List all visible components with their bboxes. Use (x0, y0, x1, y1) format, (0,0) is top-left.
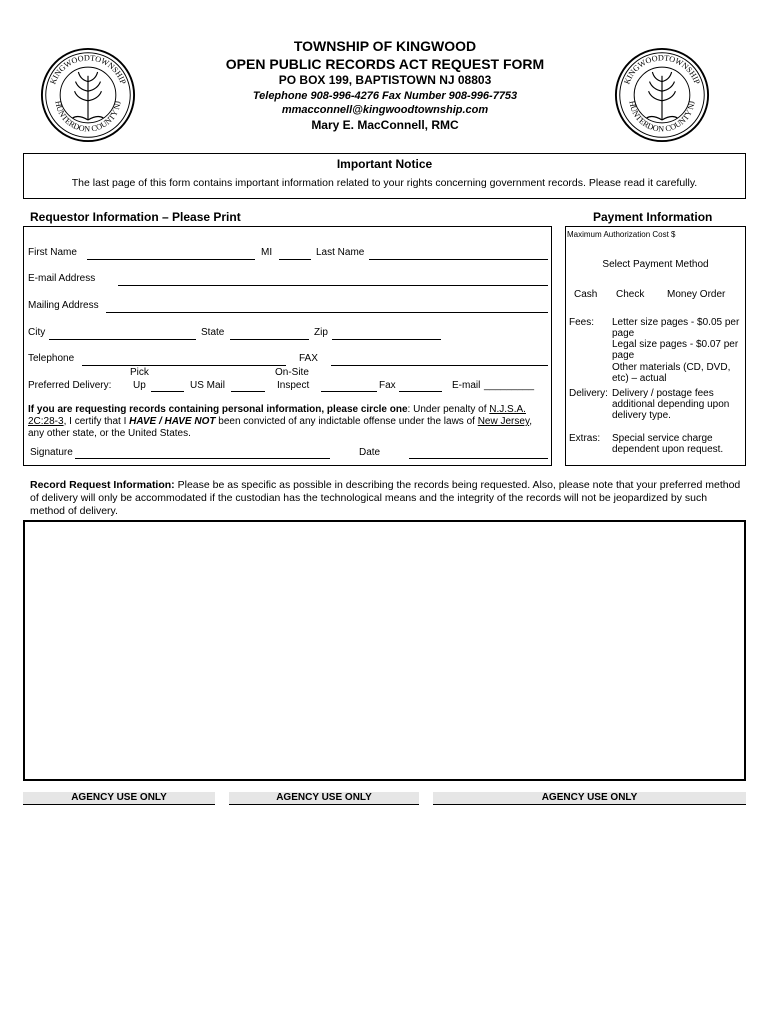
check-option[interactable]: Check (616, 289, 645, 300)
have-option[interactable]: HAVE (129, 416, 157, 427)
date-field[interactable] (409, 458, 548, 459)
township-seal-right-icon (614, 47, 710, 143)
certification-text: If you are requesting records containing personal information, please circle one: Under penalty of N.J.S.A. 2C:28-3, I certify that I HAVE / HAVE NOT been convicted of any indictable offense under the laws of New Jersey, any other state, or the United States. (28, 404, 532, 439)
pickup-field[interactable] (151, 391, 184, 392)
svg-text:KINGWOODTOWNSHIP: KINGWOODTOWNSHIP (622, 53, 702, 86)
header-email: mmacconnell@kingwoodtownship.com (281, 104, 489, 116)
fee-legal: Legal size pages - $0.07 per page (612, 339, 739, 361)
mi-label: MI (261, 247, 273, 258)
extras-label: Extras: (569, 433, 601, 444)
notice-body: The last page of this form contains important information related to your rights concerning government records. Please read it carefully. (71, 177, 698, 189)
city-field[interactable] (49, 339, 196, 340)
header-phone: Telephone 908-996-4276 Fax Number 908-996-7753 (252, 90, 518, 102)
fee-other: Other materials (CD, DVD, etc) – actual (612, 362, 731, 384)
mailing-address-label: Mailing Address (28, 300, 99, 311)
cash-option[interactable]: Cash (574, 289, 598, 300)
pickup-label: Up (133, 380, 146, 391)
agency-use-2: AGENCY USE ONLY (229, 792, 419, 805)
delivery-fee-label: Delivery: (569, 388, 608, 399)
zip-field[interactable] (332, 339, 441, 340)
last-name-label: Last Name (316, 247, 365, 258)
agency-use-3: AGENCY USE ONLY (433, 792, 746, 805)
select-payment-label: Select Payment Method (602, 259, 709, 270)
requestor-title: Requestor Information – Please Print (30, 210, 241, 224)
signature-field[interactable] (75, 458, 330, 459)
money-order-option[interactable]: Money Order (667, 289, 726, 300)
notice-box (23, 153, 746, 199)
payment-box (565, 226, 746, 466)
email-delivery-field[interactable]: _________ (484, 380, 535, 391)
header-form-title: OPEN PUBLIC RECORDS ACT REQUEST FORM (225, 56, 545, 72)
fax-field[interactable] (331, 365, 548, 366)
mi-field[interactable] (279, 259, 311, 260)
first-name-label: First Name (28, 247, 77, 258)
max-auth-label: Maximum Authorization Cost $ (567, 230, 676, 239)
last-name-field[interactable] (369, 259, 548, 260)
extras-text: Special service charge dependent upon request. (612, 433, 724, 455)
state-label: State (201, 327, 225, 338)
zip-label: Zip (314, 327, 328, 338)
record-request-text: Record Request Information: Please be as specific as possible in describing the records being requested. Also, please note that your preferred method of delivery will only be accommodated if the custodian has the technological means and the integrity of the records will not be jeopardized by such method of delivery. (30, 479, 741, 517)
inspect-label: Inspect (277, 380, 310, 391)
svg-text:KINGWOODTOWNSHIP: KINGWOODTOWNSHIP (48, 53, 128, 86)
email-delivery-label: E-mail (452, 380, 481, 391)
inspect-field[interactable] (321, 391, 377, 392)
header-township: TOWNSHIP OF KINGWOOD (293, 38, 477, 54)
record-request-area[interactable] (23, 520, 746, 781)
mailing-address-field[interactable] (106, 312, 548, 313)
header-address: PO BOX 199, BAPTISTOWN NJ 08803 (278, 73, 492, 87)
delivery-fee-text: Delivery / postage fees additional depending upon delivery type. (612, 388, 730, 421)
onsite-label: On-Site (275, 367, 309, 378)
header-clerk: Mary E. MacConnell, RMC (311, 118, 459, 132)
svg-text:HUNTERDON COUNTY NJ: HUNTERDON COUNTY NJ (53, 100, 123, 134)
usmail-label: US Mail (190, 380, 226, 391)
pick-label: Pick (130, 367, 149, 378)
township-seal-left-icon (40, 47, 136, 143)
fees-label: Fees: (569, 317, 595, 328)
fax-delivery-label: Fax (379, 380, 396, 391)
email-label: E-mail Address (28, 273, 96, 284)
telephone-label: Telephone (28, 353, 75, 364)
email-field[interactable] (118, 285, 548, 286)
usmail-field[interactable] (231, 391, 265, 392)
first-name-field[interactable] (87, 259, 255, 260)
notice-title: Important Notice (336, 157, 433, 171)
city-label: City (28, 327, 46, 338)
agency-use-1: AGENCY USE ONLY (23, 792, 215, 805)
signature-label: Signature (30, 447, 73, 458)
svg-text:HUNTERDON COUNTY NJ: HUNTERDON COUNTY NJ (627, 100, 697, 134)
fax-delivery-field[interactable] (399, 391, 442, 392)
fee-letter: Letter size pages - $0.05 per page (612, 317, 740, 339)
payment-title: Payment Information (593, 210, 713, 224)
fax-label: FAX (299, 353, 318, 364)
date-label: Date (359, 447, 381, 458)
telephone-field[interactable] (82, 365, 286, 366)
state-field[interactable] (230, 339, 309, 340)
preferred-delivery-label: Preferred Delivery: (28, 380, 112, 391)
have-not-option[interactable]: HAVE NOT (164, 416, 216, 427)
